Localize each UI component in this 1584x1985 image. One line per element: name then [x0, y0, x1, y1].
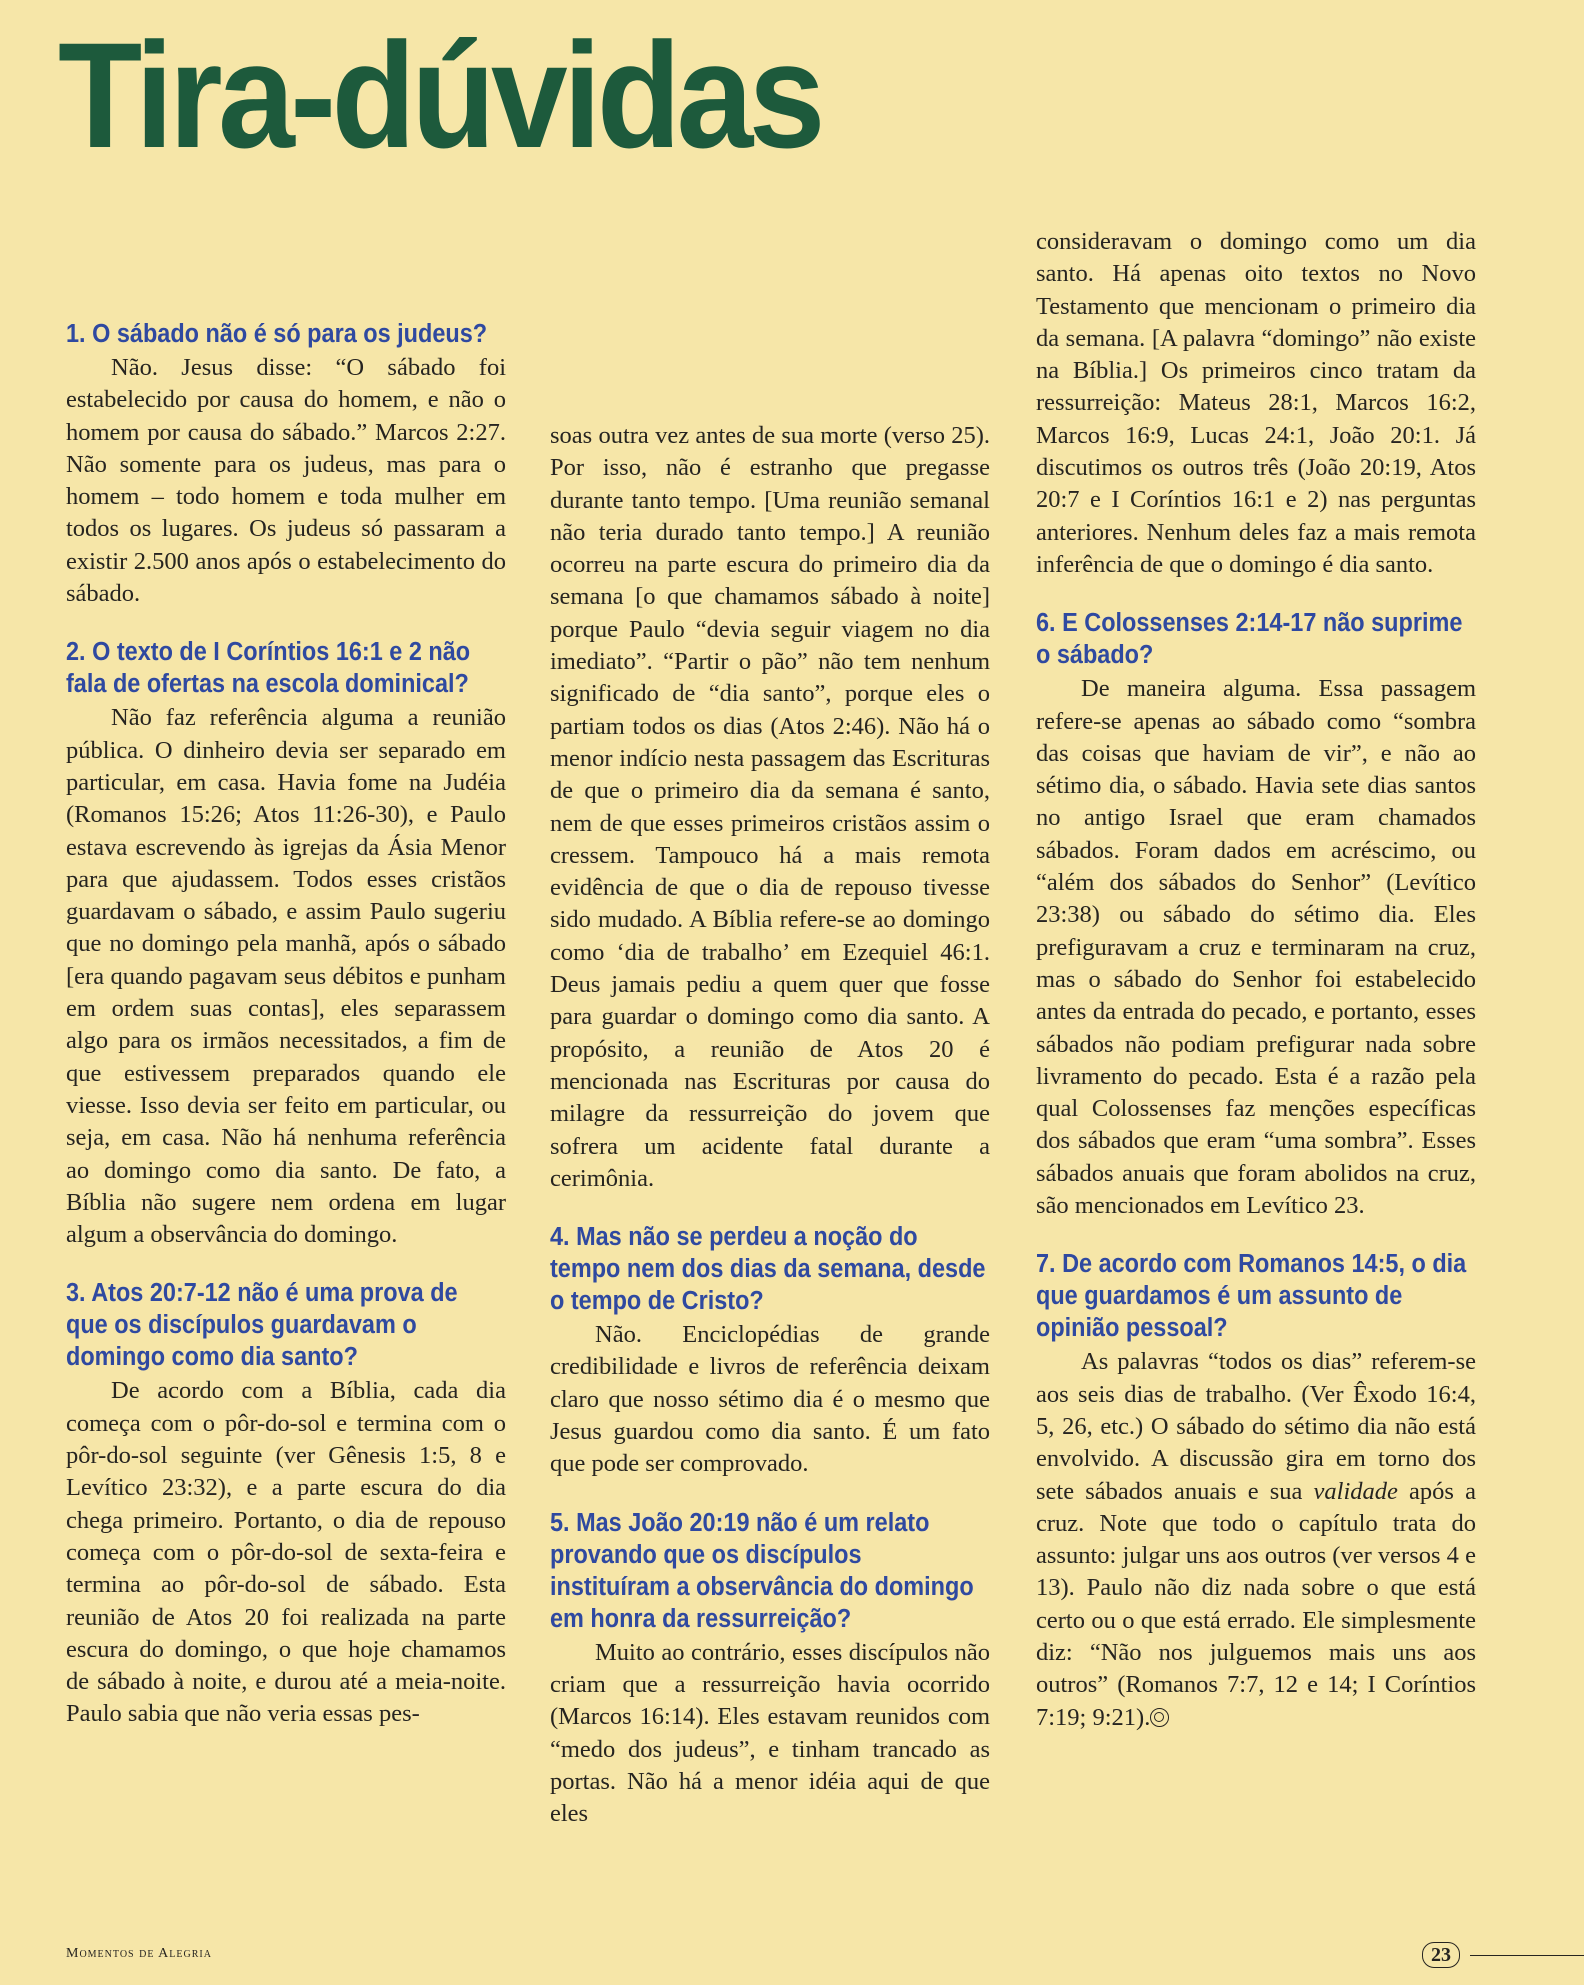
column-2 — [550, 420, 990, 1830]
question-7-answer-part-1: As palavras “todos os dias” referem-se aos seis dias de trabalho. (Ver Êxodo 16:4, 5, 26, etc.) O sábado do sétimo dia não está envolvido. A discussão gira em torno dos sete sábados anuais e sua — [1036, 1348, 1476, 1505]
question-4-title: 4. Mas não se perdeu a noção do tempo nem dos dias da semana, desde o tempo de Cristo? — [550, 1223, 986, 1316]
end-of-article-icon — [1150, 1708, 1169, 1727]
question-1-title: 1. O sábado não é só para os judeus? — [66, 320, 488, 348]
question-7-answer — [1036, 1346, 1476, 1734]
question-6-answer: De maneira alguma. Essa passagem refere-se apenas ao sábado como “sombra das coisas que haviam de vir”, e não ao sétimo dia, o sábado. Havia sete dias santos no antigo Israel que eram chamados sábados. Foram dados em acréscimo, ou “além dos sábados do Senhor” (Levítico 23:38) ou sábado do sétimo dia. Eles prefiguravam a cruz e terminaram na cruz, mas o sábado do Senhor foi estabelecido antes da entrada do pecado, e portanto, esses sábados não podiam prefigurar nada sobre livramento do pecado. Esta é a razão pela qual Colossenses faz menções específicas dos sábados que eram “uma sombra”. Esses sábados anuais que foram abolidos na cruz, são mencionados em Levítico 23. — [1036, 675, 1476, 1220]
question-3-answer-continued: soas outra vez antes de sua morte (verso 25). Por isso, não é estranho que pregasse durante tanto tempo. [Uma reunião semanal não teria durado tanto tempo.] A reunião ocorreu na parte escura do primeiro dia da semana [o que chamamos sábado à noite] porque Paulo “devia seguir viagem no dia imediato”. “Partir o pão” não tem nenhum significado de “dia santo”, porque eles o partiam todos os dias (Atos 2:46). Não há o menor indício nesta passagem das Escrituras de que o primeiro dia da semana é santo, nem de que esses primeiros cristãos assim o cressem. Tampouco há a mais remota evidência de que o dia de repouso tivesse sido mudado. A Bíblia refere-se ao domingo como ‘dia de trabalho’ em Ezequiel 46:1. Deus jamais pediu a quem quer que fosse para guardar o domingo como dia santo. A propósito, a reunião de Atos 20 é mencionada nas Escrituras por causa do milagre da ressurreição do jovem que sofrera um acidente fatal durante a cerimônia. — [550, 422, 990, 1192]
column-1 — [66, 318, 506, 1731]
question-6-title: 6. E Colossenses 2:14-17 não suprime o sábado? — [1036, 609, 1463, 670]
question-5-answer-continued: consideravam o domingo como um dia santo. Há apenas oito textos no Novo Testamento que mencionam o primeiro dia da semana. [A palavra “domingo” não existe na Bíblia.] Os primeiros cinco tratam da ressurreição: Mateus 28:1, Marcos 16:2, Marcos 16:9, Lucas 24:1, João 20:1. Já discutimos os outros três (João 20:19, Atos 20:7 e I Coríntios 16:1 e 2) nas perguntas anteriores. Nenhum deles faz a mais remota inferência de que o domingo é dia santo. — [1036, 228, 1476, 578]
question-2-title: 2. O texto de I Coríntios 16:1 e 2 não fala de ofertas na escola dominical? — [66, 638, 471, 699]
page-title: Tira-dúvidas — [58, 11, 821, 179]
question-3-answer: De acordo com a Bíblia, cada dia começa com o pôr-do-sol e termina com o pôr-do-sol seguinte (ver Gênesis 1:5, 8 e Levítico 23:32), e a parte escura do dia chega primeiro. Portanto, o dia de repouso começa com o pôr-do-sol de sexta-feira e termina ao pôr-do-sol de sábado. Esta reunião de Atos 20 foi realizada na parte escura do domingo, o que hoje chamamos de sábado à noite, e durou até a meia-noite. Paulo sabia que não veria essas pes- — [66, 1377, 506, 1728]
question-1-answer: Não. Jesus disse: “O sábado foi estabelecido por causa do homem, e não o homem por causa do sábado.” Marcos 2:27. Não somente para os judeus, mas para o homem – todo homem e toda mulher em todos os lugares. Os judeus só passaram a existir 2.500 anos após o estabelecimento do sábado. — [66, 354, 506, 608]
footer-rule — [1470, 1955, 1584, 1956]
column-3 — [1036, 226, 1476, 1734]
footer-brand: Momentos de Alegria — [66, 1946, 212, 1961]
question-3-title: 3. Atos 20:7-12 não é uma prova de que os discípulos guardavam o domingo como dia santo? — [66, 1279, 458, 1372]
question-7-title: 7. De acordo com Romanos 14:5, o dia que guardamos é um assunto de opinião pessoal? — [1036, 1250, 1467, 1343]
question-5-title: 5. Mas João 20:19 não é um relato provando que os discípulos instituíram a observância do domingo em honra da ressurreição? — [550, 1508, 974, 1633]
page-number: 23 — [1422, 1942, 1460, 1968]
question-2-answer: Não faz referência alguma a reunião pública. O dinheiro devia ser separado em particular, em casa. Havia fome na Judéia (Romanos 15:26; Atos 11:26-30), e Paulo estava escrevendo às igrejas da Ásia Menor para que ajudassem. Todos esses cristãos guardavam o sábado, e assim Paulo sugeriu que no domingo pela manhã, após o sábado [era quando pagavam seus débitos e punham em ordem suas contas], eles separassem algo para os irmãos necessitados, a fim de que estivessem preparados quando ele viesse. Isso devia ser feito em particular, ou seja, em casa. Não há nenhuma referência ao domingo como dia santo. De fato, a Bíblia não sugere nem ordena em lugar algum a observância do domingo. — [66, 704, 506, 1249]
question-5-answer: Muito ao contrário, esses discípulos não criam que a ressurreição havia ocorrido (Marcos 16:14). Eles estavam reunidos com “medo dos judeus”, e tinham trancado as portas. Não há a menor idéia aqui de que eles — [550, 1638, 990, 1828]
question-7-answer-part-2: após a cruz. Note que todo o capítulo trata do assunto: julgar uns aos outros (ver versos 4 e 13). Paulo não diz nada sobre o que está certo ou o que está errado. Ele simplesmente diz: “Não nos julguemos mais uns aos outros” (Romanos 7:7, 12 e 14; I Coríntios 7:19; 9:21). — [1036, 1477, 1476, 1731]
question-7-answer-emphasis: validade — [1313, 1477, 1398, 1505]
question-4-answer: Não. Enciclopédias de grande credibilidade e livros de referência deixam claro que nosso sétimo dia é o mesmo que Jesus guardou como dia santo. É um fato que pode ser comprovado. — [550, 1321, 990, 1478]
